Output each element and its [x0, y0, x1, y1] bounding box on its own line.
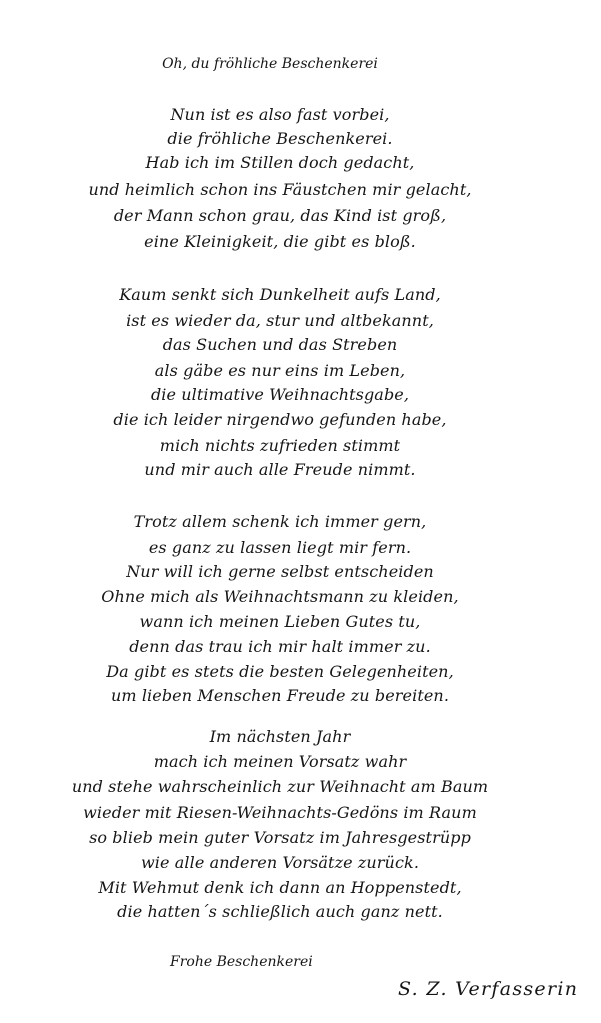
stanza-3-line-8: um lieben Menschen Freude zu bereiten. — [110, 686, 450, 705]
stanza-2-line-1: Kaum senkt sich Dunkelheit aufs Land, — [119, 285, 441, 304]
stanza-4-line-6: wie alle anderen Vorsätze zurück. — [140, 853, 420, 872]
stanza-3-line-7: Da gibt es stets die besten Gelegenheiten, — [106, 662, 454, 681]
stanza-2-line-4: als gäbe es nur eins im Leben, — [154, 361, 406, 380]
poem-title: Oh, du fröhliche Beschenkerei — [162, 56, 378, 72]
stanza-2-line-8: und mir auch alle Freude nimmt. — [144, 460, 416, 479]
stanza-2-line-3: das Suchen und das Streben — [162, 335, 398, 354]
stanza-3-line-2: es ganz zu lassen liegt mir fern. — [148, 538, 412, 557]
stanza-2-line-6: die ich leider nirgendwo gefunden habe, — [113, 410, 447, 429]
stanza-4-line-3: und stehe wahrscheinlich zur Weihnacht am Baum — [71, 777, 489, 796]
stanza-3-line-3: Nur will ich gerne selbst entscheiden — [126, 562, 434, 581]
stanza-4-line-2: mach ich meinen Vorsatz wahr — [153, 752, 407, 771]
stanza-2-line-2: ist es wieder da, stur und altbekannt, — [126, 311, 434, 330]
signature: S. Z. Verfasserin — [398, 978, 579, 1000]
stanza-4-line-1: Im nächsten Jahr — [209, 727, 351, 746]
stanza-4-line-4: wieder mit Riesen-Weihnachts-Gedöns im Raum — [83, 803, 477, 822]
stanza-1-line-1: Nun ist es also fast vorbei, — [170, 105, 390, 124]
stanza-2-line-7: mich nichts zufrieden stimmt — [159, 436, 401, 455]
stanza-3-line-6: denn das trau ich mir halt immer zu. — [129, 637, 431, 656]
stanza-1-line-5: der Mann schon grau, das Kind ist groß, — [113, 206, 447, 225]
stanza-1-line-4: und heimlich schon ins Fäustchen mir gelacht, — [88, 180, 472, 199]
stanza-3-line-5: wann ich meinen Lieben Gutes tu, — [139, 612, 421, 631]
stanza-4-line-8: die hatten´s schließlich auch ganz nett. — [117, 902, 443, 921]
stanza-1-line-3: Hab ich im Stillen doch gedacht, — [145, 153, 415, 172]
stanza-1-line-6: eine Kleinigkeit, die gibt es bloß. — [144, 232, 416, 251]
closing-line: Frohe Beschenkerei — [170, 954, 313, 970]
stanza-3-line-4: Ohne mich als Weihnachtsmann zu kleiden, — [101, 587, 459, 606]
stanza-3-line-1: Trotz allem schenk ich immer gern, — [133, 512, 427, 531]
stanza-4-line-7: Mit Wehmut denk ich dann an Hoppenstedt, — [98, 878, 462, 897]
stanza-4-line-5: so blieb mein guter Vorsatz im Jahresgestrüpp — [89, 828, 471, 847]
stanza-1-line-2: die fröhliche Beschenkerei. — [167, 129, 393, 148]
stanza-2-line-5: die ultimative Weihnachtsgabe, — [150, 385, 410, 404]
